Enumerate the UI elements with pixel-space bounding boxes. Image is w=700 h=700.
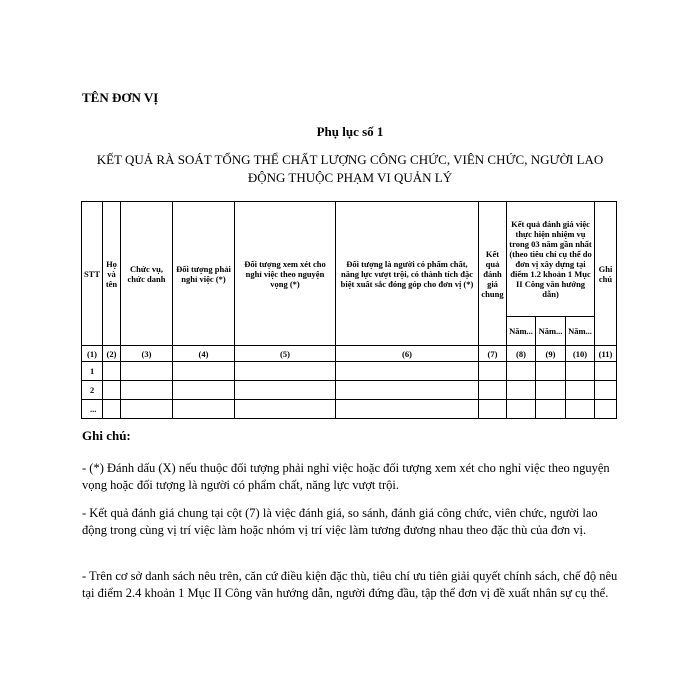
document-heading: KẾT QUẢ RÀ SOÁT TỔNG THỂ CHẤT LƯỢNG CÔNG CHỨC, VIÊN CHỨC, NGƯỜI LAO ĐỘNG THUỘC PHẠM VI QUẢN LÝ bbox=[96, 152, 604, 185]
table-cell bbox=[173, 362, 235, 381]
table-cell bbox=[507, 362, 536, 381]
table-cell bbox=[479, 362, 507, 381]
appendix-title: Phụ lục số 1 bbox=[316, 124, 384, 139]
table-cell bbox=[507, 400, 536, 419]
column-number: (1) bbox=[82, 346, 103, 362]
table-row bbox=[82, 362, 617, 381]
note-item: - (*) Đánh dấu (X) nếu thuộc đối tượng phải nghỉ việc hoặc đối tượng xem xét cho nghỉ việc theo nguyện vọng hoặc đối tượng là người có phẩm chất, năng lực vượt trội. bbox=[82, 461, 610, 492]
column-number: (5) bbox=[235, 346, 336, 362]
table-cell bbox=[595, 362, 617, 381]
header-note: Ghi chú bbox=[595, 202, 617, 346]
table-cell bbox=[595, 381, 617, 400]
table-cell bbox=[507, 381, 536, 400]
table-cell bbox=[336, 400, 479, 419]
column-number: (9) bbox=[536, 346, 566, 362]
unit-name-label: TÊN ĐƠN VỊ bbox=[82, 90, 159, 105]
column-number: (11) bbox=[595, 346, 617, 362]
table-cell bbox=[121, 381, 173, 400]
column-number: (2) bbox=[103, 346, 121, 362]
table-cell bbox=[235, 381, 336, 400]
header-outstanding-staff: Đối tượng là người có phẩm chất, năng lực vượt trội, có thành tích đặc biệt xuất sắc đóng góp cho đơn vị (*) bbox=[336, 202, 479, 346]
column-number: (10) bbox=[566, 346, 595, 362]
row-number: 1 bbox=[82, 362, 103, 381]
row-number: 2 bbox=[82, 381, 103, 400]
table-row bbox=[82, 400, 617, 419]
table-cell bbox=[336, 381, 479, 400]
note-item: - Trên cơ sở danh sách nêu trên, căn cứ điều kiện đặc thù, tiêu chí ưu tiên giải quyết chính sách, chế độ nêu tại điểm 2.4 khoản 1 Mục II Công văn hướng dẫn, người đứng đầu, tập thể đơn vị đề xuất nhân sự cụ thể. bbox=[82, 569, 618, 600]
table-cell bbox=[173, 400, 235, 419]
table-cell bbox=[566, 400, 595, 419]
table-cell bbox=[336, 362, 479, 381]
table-cell bbox=[103, 400, 121, 419]
column-number: (4) bbox=[173, 346, 235, 362]
column-number: (6) bbox=[336, 346, 479, 362]
row-number: ... bbox=[82, 400, 103, 419]
table-cell bbox=[536, 400, 566, 419]
table-cell bbox=[595, 400, 617, 419]
notes-title: Ghi chú: bbox=[82, 428, 131, 443]
table-cell bbox=[536, 381, 566, 400]
header-voluntary-retirement: Đối tượng xem xét cho nghỉ việc theo nguyện vọng (*) bbox=[235, 202, 336, 346]
header-year-2: Năm... bbox=[536, 317, 566, 346]
table-cell bbox=[235, 400, 336, 419]
table-cell bbox=[173, 381, 235, 400]
table-cell bbox=[103, 362, 121, 381]
table-row bbox=[82, 381, 617, 400]
column-number: (7) bbox=[479, 346, 507, 362]
table-cell bbox=[235, 362, 336, 381]
header-year-1: Năm... bbox=[507, 317, 536, 346]
header-three-year-evaluation: Kết quả đánh giá việc thực hiện nhiệm vụ trong 03 năm gần nhất (theo tiêu chí cụ thể do đơn vị xây dựng tại điểm 1.2 khoản 1 Mục II Công văn hướng dẫn) bbox=[507, 202, 595, 317]
header-mandatory-retirement: Đối tượng phải nghỉ việc (*) bbox=[173, 202, 235, 346]
table-cell bbox=[479, 400, 507, 419]
table-cell bbox=[566, 381, 595, 400]
header-overall-evaluation: Kết quả đánh giá chung bbox=[479, 202, 507, 346]
header-stt: STT bbox=[82, 202, 103, 346]
table-cell bbox=[103, 381, 121, 400]
table-cell bbox=[121, 400, 173, 419]
table-cell bbox=[121, 362, 173, 381]
note-item: - Kết quả đánh giá chung tại cột (7) là việc đánh giá, so sánh, đánh giá công chức, viên chức, người lao động trong cùng vị trí việc làm hoặc nhóm vị trí việc làm tương đương nhau theo đặc thù của đơn vị. bbox=[82, 506, 598, 537]
column-number: (3) bbox=[121, 346, 173, 362]
table-cell bbox=[479, 381, 507, 400]
table-cell bbox=[566, 362, 595, 381]
table-cell bbox=[536, 362, 566, 381]
header-full-name: Họ và tên bbox=[103, 202, 121, 346]
header-position: Chức vụ, chức danh bbox=[121, 202, 173, 346]
review-results-table bbox=[81, 201, 617, 419]
column-number: (8) bbox=[507, 346, 536, 362]
header-year-3: Năm... bbox=[566, 317, 595, 346]
